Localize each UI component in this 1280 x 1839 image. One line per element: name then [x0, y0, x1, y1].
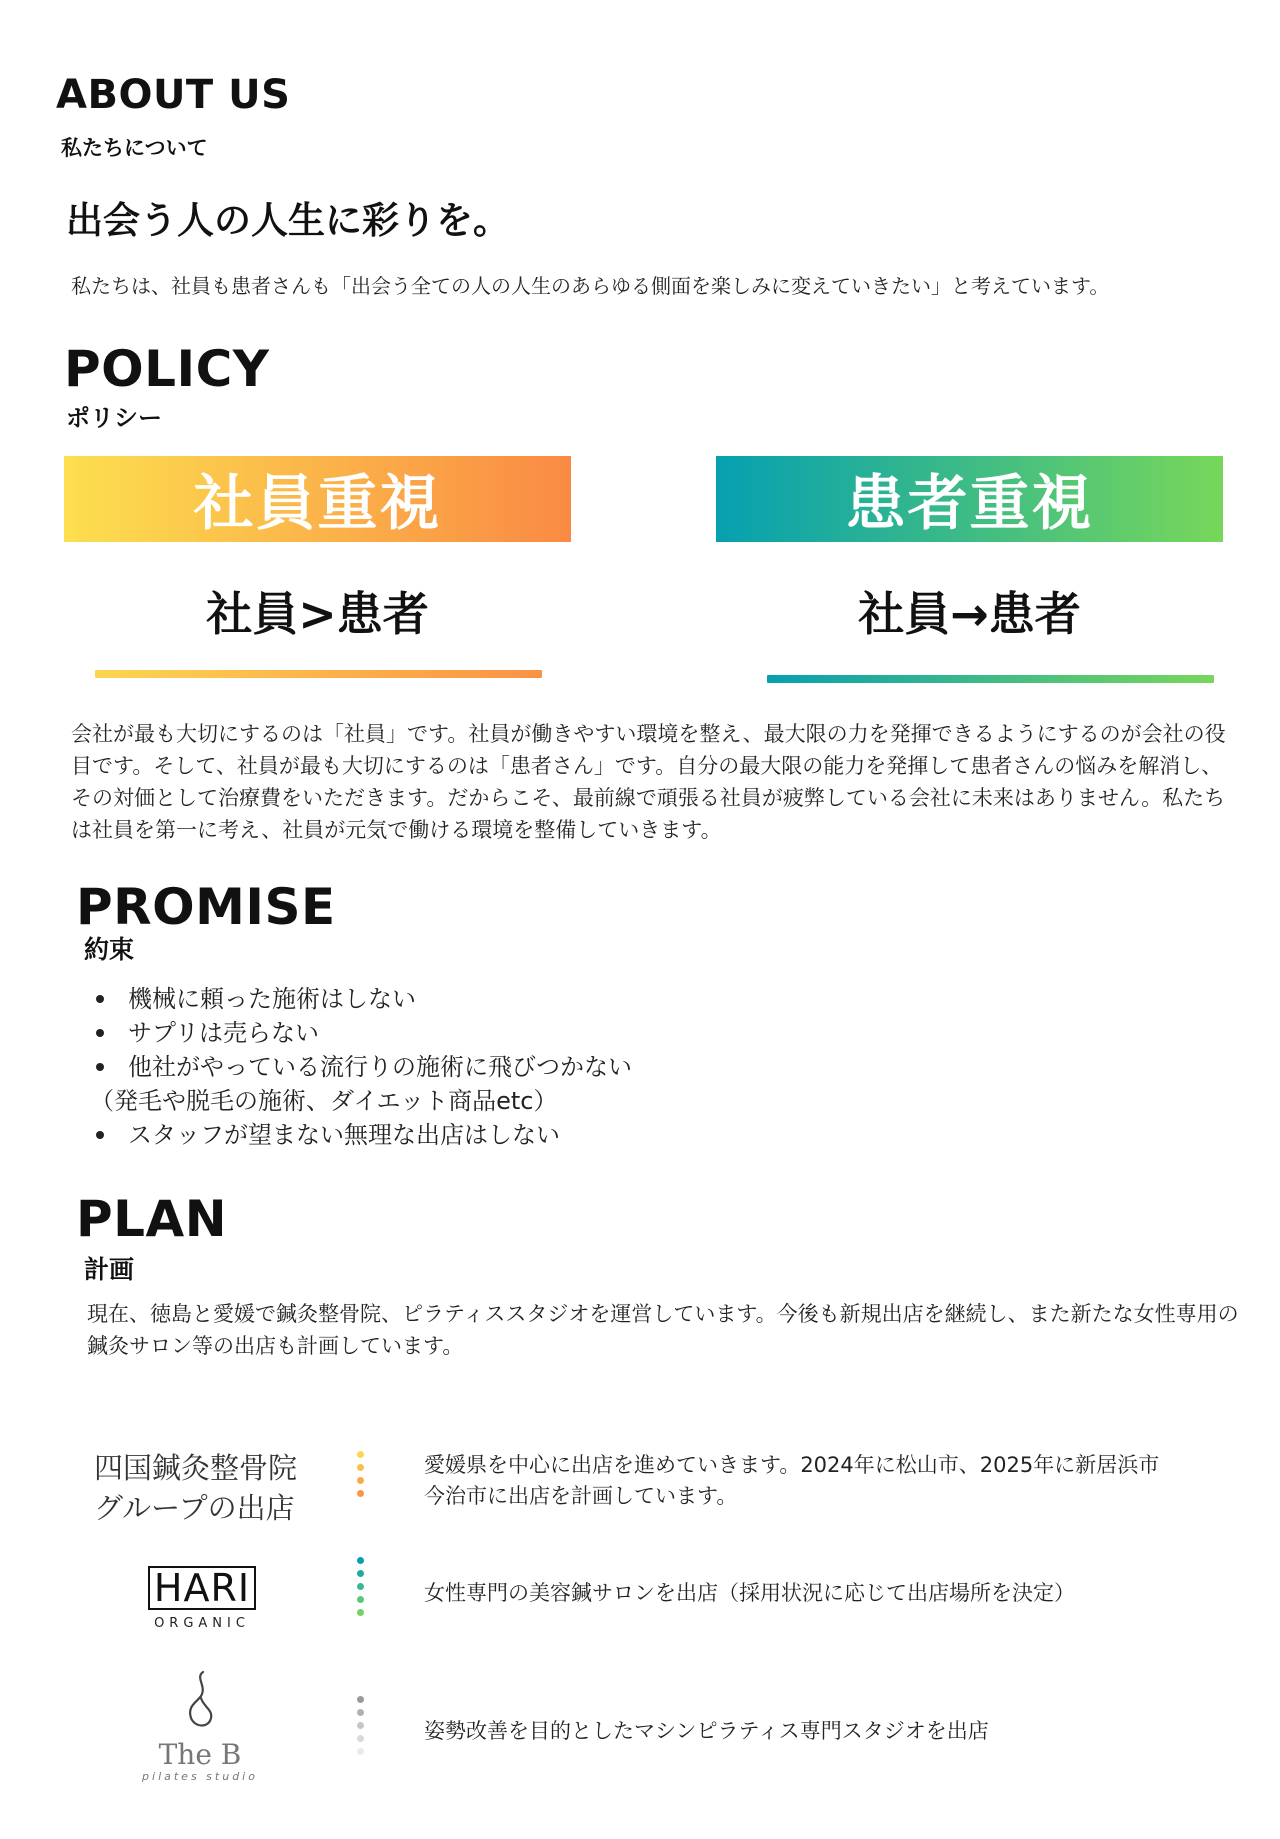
the-b-plan-description: [424, 1716, 1224, 1747]
divider-dot: [357, 1464, 364, 1471]
bullet-icon: [96, 1029, 104, 1037]
promise-title-en: PROMISE: [76, 878, 336, 936]
bullet-icon: [96, 995, 104, 1003]
the-b-logo-subtext: pilates studio: [142, 1770, 258, 1783]
brand-name-line: グループの出店: [94, 1491, 295, 1525]
list-item-text: 他社がやっている流行りの施術に飛びつかない: [128, 1053, 632, 1081]
bullet-icon: [96, 1063, 104, 1071]
staff-focus-label: 社員重視: [193, 469, 442, 539]
hari-organic-logo: [144, 1566, 260, 1631]
bullet-icon: [96, 1131, 104, 1139]
list-item-text: スタッフが望まない無理な出店はしない: [128, 1121, 560, 1149]
dotted-divider: [357, 1557, 364, 1616]
list-item-note: [90, 1084, 990, 1118]
list-item: [90, 1050, 990, 1084]
patient-underline-bar: [767, 675, 1214, 683]
divider-dot: [357, 1709, 364, 1716]
plan-title-jp: 計画: [84, 1255, 135, 1284]
about-text: 私たちは、社員も患者さんも「出会う全ての人の人生のあらゆる側面を楽しみに変えていきたい」と考えています。: [71, 274, 1110, 298]
description-line: 今治市に出店を計画しています。: [424, 1484, 738, 1508]
list-item: [90, 982, 990, 1016]
staff-underline-bar: [95, 670, 542, 678]
hari-logo-text: HARI: [148, 1566, 256, 1610]
catch-copy: 出会う人の人生に彩りを。: [66, 199, 510, 242]
divider-dot: [357, 1722, 364, 1729]
description-line: 女性専門の美容鍼サロンを出店（採用状況に応じて出店場所を決定）: [424, 1581, 1075, 1605]
patient-focus-banner: [716, 456, 1223, 542]
staff-focus-banner: [64, 456, 571, 542]
shikoku-group-name: [94, 1448, 297, 1528]
policy-text: 会社が最も大切にするのは「社員」です。社員が働きやすい環境を整え、最大限の力を発揮できるようにするのが会社の役目です。そして、社員が最も大切にするのは「患者さん」です。自分の最大限の能力を発揮して患者さんの悩みを解消し、その対価として治療費をいただきます。だからこそ、最前線で頑張る社員が疲弊している会社に未来はありません。私たちは社員を第一に考え、社員が元気で働ける環境を整備していきます。: [71, 722, 1226, 842]
promise-list: [90, 982, 990, 1152]
plan-title-en: PLAN: [76, 1190, 228, 1248]
dotted-divider: [357, 1451, 364, 1497]
patient-focus-label: 患者重視: [845, 469, 1094, 539]
list-item-text: （発毛や脱毛の施術、ダイエット商品etc）: [90, 1087, 558, 1115]
divider-dot: [357, 1735, 364, 1742]
staff-focus-subtitle: 社員>患者: [206, 587, 429, 641]
divider-dot: [357, 1477, 364, 1484]
list-item-text: 機械に頼った施術はしない: [128, 985, 416, 1013]
divider-dot: [357, 1696, 364, 1703]
shikoku-plan-description: [424, 1450, 1224, 1512]
the-b-pilates-logo: [140, 1668, 260, 1783]
brand-name-line: 四国鍼灸整骨院: [94, 1451, 298, 1485]
patient-focus-subtitle: 社員→患者: [858, 587, 1081, 641]
about-title-jp: 私たちについて: [61, 136, 208, 160]
hari-logo-subtext: ORGANIC: [154, 1616, 250, 1631]
divider-dot: [357, 1609, 364, 1616]
divider-dot: [357, 1557, 364, 1564]
divider-dot: [357, 1490, 364, 1497]
list-item: [90, 1118, 990, 1152]
hari-plan-description: [424, 1578, 1224, 1609]
plan-text: 現在、徳島と愛媛で鍼灸整骨院、ピラティススタジオを運営しています。今後も新規出店を継続し、また新たな女性専用の鍼灸サロン等の出店も計画しています。: [87, 1302, 1239, 1358]
list-item-text: サプリは売らない: [128, 1019, 320, 1047]
list-item: [90, 1016, 990, 1050]
divider-dot: [357, 1570, 364, 1577]
the-b-mark-icon: [177, 1668, 223, 1734]
policy-title-en: POLICY: [64, 340, 270, 398]
the-b-logo-text: The B: [158, 1738, 242, 1771]
promise-title-jp: 約束: [84, 935, 135, 964]
dotted-divider: [357, 1696, 364, 1755]
divider-dot: [357, 1596, 364, 1603]
divider-dot: [357, 1451, 364, 1458]
divider-dot: [357, 1583, 364, 1590]
description-line: 愛媛県を中心に出店を進めていきます。2024年に松山市、2025年に新居浜市: [424, 1453, 1160, 1477]
divider-dot: [357, 1748, 364, 1755]
description-line: 姿勢改善を目的としたマシンピラティス専門スタジオを出店: [424, 1719, 989, 1743]
about-title-en: ABOUT US: [56, 72, 291, 118]
policy-title-jp: ポリシー: [66, 404, 162, 432]
